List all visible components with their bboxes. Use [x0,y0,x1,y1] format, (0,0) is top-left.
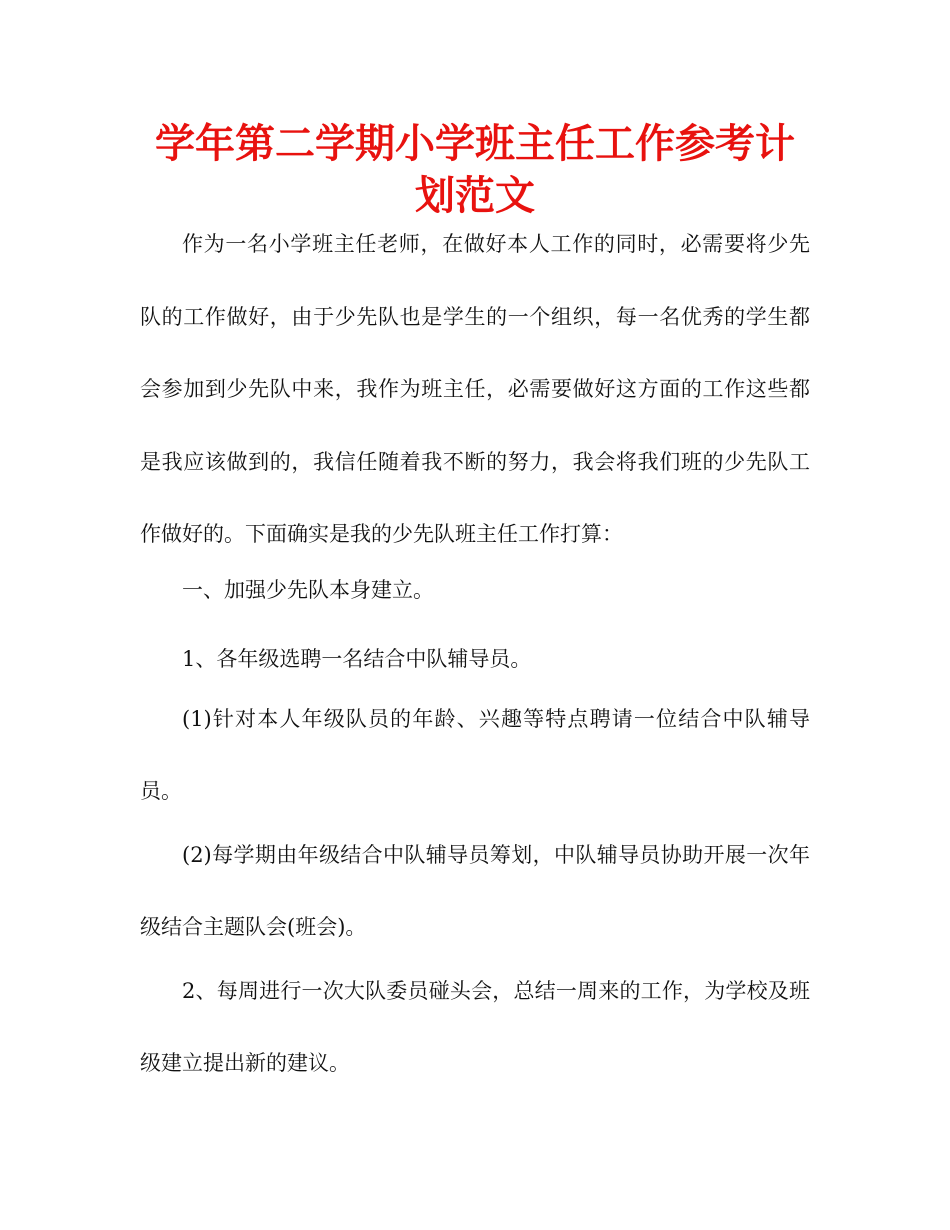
section-heading: 一、加强少先队本身建立。 [182,578,434,602]
list-item: 2、每周进行一次大队委员碰头会，总结一周来的工作，为学校及班级建立提出新的建议。 [140,979,810,1075]
document-title: 学年第二学期小学班主任工作参考计划范文 [155,121,795,219]
intro-paragraph: 作为一名小学班主任老师，在做好本人工作的同时，必需要将少先队的工作做好，由于少先队也是学生的一个组织，每一名优秀的学生都会参加到少先队中来，我作为班主任，必需要做好这方面的工作这些都是我应该做到的，我信任随着我不断的努力，我会将我们班的少先队工作做好的。下面确实是我的少先队班主任工作打算： [140,232,810,546]
list-item: (1)针对本人年级队员的年龄、兴趣等特点聘请一位结合中队辅导员。 [140,707,810,803]
list-item: (2)每学期由年级结合中队辅导员筹划，中队辅导员协助开展一次年级结合主题队会(班会)。 [140,843,810,939]
list-item: 1、各年级选聘一名结合中队辅导员。 [182,647,532,671]
